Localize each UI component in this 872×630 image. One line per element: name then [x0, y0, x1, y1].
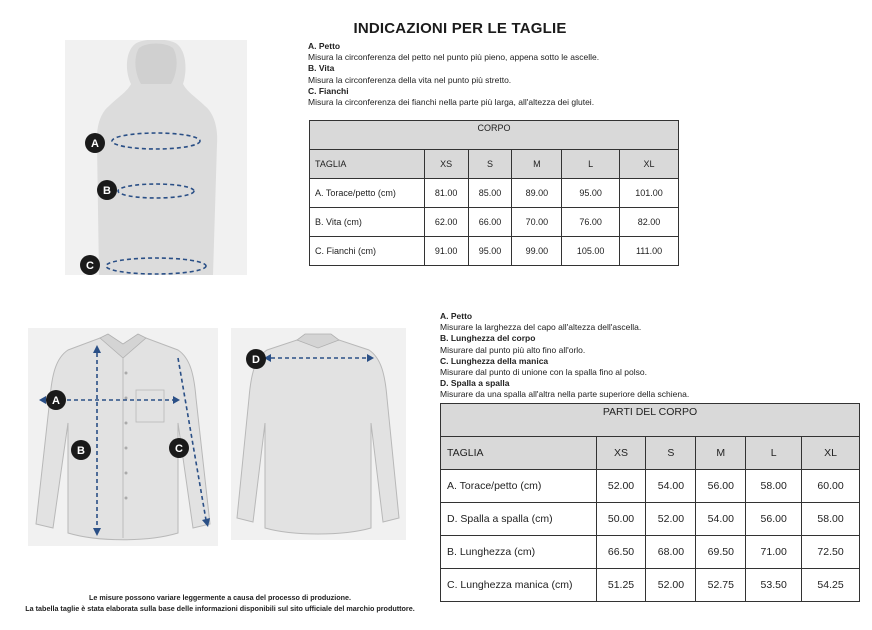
marker-a-shirt-label: A — [52, 395, 60, 407]
note-shirt-chest-title: A. Petto — [440, 311, 473, 321]
table-cell: 56.00 — [696, 470, 746, 503]
table-header-cell: M — [512, 150, 562, 179]
table-cell: C. Fianchi (cm) — [310, 237, 425, 266]
body-size-table — [309, 120, 679, 266]
table-cell: 51.25 — [596, 569, 646, 602]
marker-b-shirt-label: B — [77, 445, 85, 457]
table-cell: 95.00 — [468, 237, 512, 266]
table-cell: 85.00 — [468, 179, 512, 208]
shirt-front-markers — [40, 385, 210, 475]
table-cell: 82.00 — [620, 208, 679, 237]
table-cell: 99.00 — [512, 237, 562, 266]
table-row — [310, 208, 679, 237]
shirt-back-markers — [245, 348, 269, 372]
table-cell: A. Torace/petto (cm) — [310, 179, 425, 208]
table-cell: 89.00 — [512, 179, 562, 208]
note-chest-title: A. Petto — [308, 41, 341, 51]
table-row — [441, 536, 860, 569]
table-cell: 68.00 — [646, 536, 696, 569]
note-waist-text: Misura la circonferenza della vita nel punto più stretto. — [308, 74, 512, 85]
table-cell: 91.00 — [424, 237, 468, 266]
table-cell: 52.00 — [646, 503, 696, 536]
table-cell: 58.00 — [746, 470, 802, 503]
table-cell: 54.25 — [802, 569, 860, 602]
note-waist-title: B. Vita — [308, 63, 335, 74]
table-cell: 66.50 — [596, 536, 646, 569]
note-shoulder-text: Misurare da una spalla all'altra nella parte superiore della schiena. — [440, 389, 690, 400]
note-shoulder-title: D. Spalla a spalla — [440, 378, 510, 389]
marker-c-body-label: C — [86, 260, 94, 272]
table-cell: 54.00 — [646, 470, 696, 503]
table-cell: 62.00 — [424, 208, 468, 237]
marker-b-body-label: B — [103, 185, 111, 197]
table-header-cell: TAGLIA — [441, 437, 597, 470]
note-sleeve-title: C. Lunghezza della manica — [440, 355, 549, 366]
table-cell: 95.00 — [562, 179, 620, 208]
table-row — [310, 237, 679, 266]
table-cell: 70.00 — [512, 208, 562, 237]
table-cell: 76.00 — [562, 208, 620, 237]
table-cell: B. Vita (cm) — [310, 208, 425, 237]
table-header-cell: M — [696, 437, 746, 470]
table-cell: 71.00 — [746, 536, 802, 569]
footer-line-2: La tabella taglie è stata elaborata sulla base delle informazioni disponibili sul sito ufficiale del marchio produttore. — [25, 604, 415, 613]
table-cell: 66.00 — [468, 208, 512, 237]
table-cell: 50.00 — [596, 503, 646, 536]
table-cell: 60.00 — [802, 470, 860, 503]
table-cell: C. Lunghezza manica (cm) — [441, 569, 597, 602]
table-cell: 105.00 — [562, 237, 620, 266]
table-cell: 72.50 — [802, 536, 860, 569]
table-cell: 101.00 — [620, 179, 679, 208]
body-markers — [80, 130, 120, 280]
table-cell: B. Lunghezza (cm) — [441, 536, 597, 569]
table-cell: 54.00 — [696, 503, 746, 536]
table-cell: 52.00 — [596, 470, 646, 503]
footer-line-1: Le misure possono variare leggermente a causa del processo di produzione. — [88, 593, 352, 602]
table-title: PARTI DEL CORPO — [441, 404, 860, 437]
marker-d-shirt-label: D — [252, 354, 260, 366]
table-header-cell: L — [562, 150, 620, 179]
table-cell: 111.00 — [620, 237, 679, 266]
table-row — [441, 503, 860, 536]
note-hips-title: C. Fianchi — [308, 85, 349, 96]
table-header-cell: S — [468, 150, 512, 179]
table-title: CORPO — [310, 121, 679, 150]
note-hips-text: Misura la circonferenza dei fianchi nella parte più larga, all'altezza dei glutei. — [308, 97, 595, 108]
page-title: INDICAZIONI PER LE TAGLIE — [353, 20, 567, 37]
table-header-cell: S — [646, 437, 696, 470]
body-measure-notes — [308, 41, 688, 108]
table-header-cell: XL — [802, 437, 860, 470]
table-cell: D. Spalla a spalla (cm) — [441, 503, 597, 536]
table-cell: 53.50 — [746, 569, 802, 602]
table-header-cell: TAGLIA — [310, 150, 425, 179]
table-cell: 58.00 — [802, 503, 860, 536]
marker-c-shirt-label: C — [175, 443, 183, 455]
table-header-cell: XS — [596, 437, 646, 470]
table-header-cell: XL — [620, 150, 679, 179]
shirt-size-table — [440, 403, 860, 602]
table-cell: 81.00 — [424, 179, 468, 208]
table-cell: 69.50 — [696, 536, 746, 569]
table-cell: 52.75 — [696, 569, 746, 602]
table-row — [310, 179, 679, 208]
table-row — [441, 470, 860, 503]
table-cell: 52.00 — [646, 569, 696, 602]
table-cell: A. Torace/petto (cm) — [441, 470, 597, 503]
table-row — [441, 569, 860, 602]
note-chest-text: Misura la circonferenza del petto nel punto più pieno, appena sotto le ascelle. — [308, 52, 600, 63]
note-shirt-chest-text: Misurare la larghezza del capo all'altezza dell'ascella. — [440, 322, 642, 333]
note-length-text: Misurare dal punto più alto fino all'orlo. — [440, 344, 586, 355]
table-header-cell: XS — [424, 150, 468, 179]
note-sleeve-text: Misurare dal punto di unione con la spalla fino al polso. — [440, 367, 647, 378]
table-cell: 56.00 — [746, 503, 802, 536]
shirt-measure-notes — [440, 311, 860, 401]
table-header-cell: L — [746, 437, 802, 470]
footer-disclaimer — [0, 592, 440, 614]
note-length-title: B. Lunghezza del corpo — [440, 333, 536, 344]
marker-a-body-label: A — [91, 138, 99, 150]
